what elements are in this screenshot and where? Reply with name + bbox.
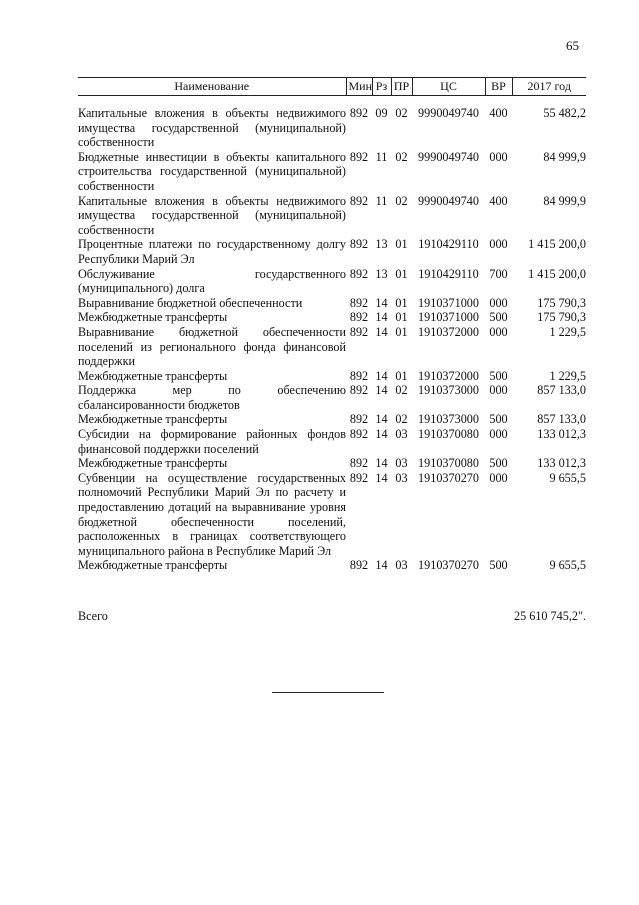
table-row: [78, 325, 586, 369]
row-rz: 14: [375, 295, 388, 310]
row-sum: 857 133,0: [537, 412, 586, 427]
row-rz: 14: [375, 383, 388, 398]
row-min: 892: [349, 412, 369, 427]
row-min: 892: [349, 237, 369, 252]
row-min: 892: [349, 310, 369, 325]
end-divider-line: [272, 692, 384, 693]
row-sum: 133 012,3: [537, 456, 586, 471]
row-rz: 13: [375, 237, 388, 252]
row-sum: 1 229,5: [549, 324, 586, 339]
row-name: Межбюджетные трансферты: [78, 558, 228, 573]
row-min: 892: [349, 368, 369, 383]
table-row: [78, 471, 586, 559]
row-cs: 1910370080: [418, 456, 479, 471]
row-vr: 400: [489, 193, 508, 208]
row-vr: 500: [489, 368, 508, 383]
row-vr: 500: [489, 310, 508, 325]
header-min: Мин: [346, 78, 372, 96]
row-min: 892: [349, 558, 369, 573]
budget-table: [78, 77, 586, 573]
row-name: Субвенции на осуществление государственных полномочий Республики Марий Эл по расчету и предоставлению дотаций на выравнивание уровня бюджетной обеспеченности поселений, расположенных в границах соответствующего муниципального района в Республике Марий Эл: [78, 470, 346, 558]
row-pr: 02: [395, 383, 408, 398]
table-row: [78, 310, 586, 325]
row-name: Капитальные вложения в объекты недвижимого имущества государственной (муниципальной) собственности: [78, 106, 346, 150]
row-rz: 14: [375, 470, 388, 485]
budget-table-container: [78, 77, 586, 573]
row-rz: 14: [375, 558, 388, 573]
table-row: [78, 237, 586, 266]
row-sum: 84 999,9: [543, 193, 586, 208]
row-pr: 01: [395, 310, 408, 325]
row-vr: 000: [489, 295, 508, 310]
row-name: Выравнивание бюджетной обеспеченности поселений из регионального фонда финансовой поддержки: [78, 324, 346, 369]
table-row: [78, 267, 586, 296]
total-value: 25 610 745,2".: [513, 609, 586, 623]
row-min: 892: [349, 456, 369, 471]
row-cs: 1910372000: [418, 368, 479, 383]
row-rz: 13: [375, 266, 388, 281]
table-row: [78, 383, 586, 412]
row-name: Выравнивание бюджетной обеспеченности: [78, 295, 303, 310]
row-cs: 1910370080: [418, 427, 479, 442]
header-rz: Рз: [372, 78, 391, 96]
row-name: Межбюджетные трансферты: [78, 456, 228, 471]
row-pr: 03: [395, 470, 408, 485]
row-cs: 9990049740: [418, 149, 479, 164]
row-min: 892: [349, 470, 369, 485]
table-header-row: [78, 78, 586, 96]
row-cs: 1910371000: [418, 295, 479, 310]
table-row: [78, 456, 586, 471]
row-name: Межбюджетные трансферты: [78, 412, 228, 427]
row-vr: 000: [489, 237, 508, 252]
row-min: 892: [349, 427, 369, 442]
row-min: 892: [349, 324, 369, 339]
row-name: Субсидии на формирование районных фондов финансовой поддержки поселений: [78, 427, 346, 456]
row-pr: 01: [395, 324, 408, 339]
row-pr: 03: [395, 427, 408, 442]
row-sum: 175 790,3: [537, 295, 586, 310]
row-sum: 1 229,5: [549, 368, 586, 383]
row-vr: 400: [489, 106, 508, 120]
row-name: Капитальные вложения в объекты недвижимого имущества государственной (муниципальной) собственности: [78, 193, 346, 237]
row-vr: 000: [489, 427, 508, 442]
header-cs: ЦС: [412, 78, 485, 96]
row-pr: 01: [395, 368, 408, 383]
row-sum: 84 999,9: [543, 149, 586, 164]
row-name: Обслуживание государственного (муниципального) долга: [78, 266, 346, 296]
row-pr: 01: [395, 237, 408, 252]
header-name: Наименование: [78, 78, 346, 96]
row-sum: 9 655,5: [549, 558, 586, 573]
header-pr: ПР: [391, 78, 412, 96]
row-rz: 14: [375, 368, 388, 383]
row-cs: 9990049740: [418, 193, 479, 208]
row-name: Межбюджетные трансферты: [78, 310, 228, 325]
row-cs: 1910373000: [418, 383, 479, 398]
row-min: 892: [349, 193, 369, 208]
row-cs: 9990049740: [418, 106, 479, 120]
row-pr: 03: [395, 456, 408, 471]
row-pr: 03: [395, 558, 408, 573]
row-cs: 1910370270: [418, 558, 479, 573]
header-year: 2017 год: [512, 78, 586, 96]
row-sum: 133 012,3: [537, 427, 586, 442]
table-row: [78, 412, 586, 427]
row-rz: 11: [375, 149, 388, 164]
row-min: 892: [349, 383, 369, 398]
row-name: Поддержка мер по обеспечению сбалансированности бюджетов: [78, 383, 346, 412]
row-rz: 14: [375, 427, 388, 442]
row-vr: 000: [489, 149, 508, 164]
table-row: [78, 427, 586, 456]
row-vr: 500: [489, 456, 508, 471]
row-sum: 175 790,3: [537, 310, 586, 325]
page-number: 65: [566, 38, 579, 53]
table-row: [78, 194, 586, 238]
header-vr: ВР: [485, 78, 512, 96]
row-sum: 857 133,0: [537, 383, 586, 398]
row-vr: 000: [489, 324, 508, 339]
row-sum: 1 415 200,0: [528, 266, 586, 281]
row-cs: 1910429110: [418, 237, 479, 252]
table-spacer: [78, 96, 586, 107]
row-cs: 1910372000: [418, 324, 479, 339]
row-cs: 1910370270: [418, 470, 479, 485]
row-pr: 02: [395, 412, 408, 427]
row-cs: 1910373000: [418, 412, 479, 427]
row-rz: 14: [375, 412, 388, 427]
row-vr: 000: [489, 383, 508, 398]
row-rz: 09: [375, 106, 388, 120]
row-pr: 01: [395, 266, 408, 281]
table-row: [78, 369, 586, 384]
row-rz: 14: [375, 456, 388, 471]
row-pr: 02: [395, 149, 408, 164]
row-name: Бюджетные инвестиции в объекты капитального строительства государственной (муниципальной) собственности: [78, 149, 346, 193]
row-name: Межбюджетные трансферты: [78, 368, 228, 383]
row-vr: 700: [489, 266, 508, 281]
row-cs: 1910429110: [418, 266, 479, 281]
table-row: [78, 296, 586, 311]
row-min: 892: [349, 266, 369, 281]
row-sum: 1 415 200,0: [528, 237, 586, 252]
row-pr: 02: [395, 106, 408, 120]
row-min: 892: [349, 106, 369, 120]
row-sum: 55 482,2: [543, 106, 586, 120]
row-min: 892: [349, 295, 369, 310]
table-row: [78, 558, 586, 573]
row-rz: 14: [375, 310, 388, 325]
row-cs: 1910371000: [418, 310, 479, 325]
row-rz: 14: [375, 324, 388, 339]
row-min: 892: [349, 149, 369, 164]
row-sum: 9 655,5: [549, 470, 586, 485]
total-label: Всего: [78, 609, 108, 623]
row-name: Процентные платежи по государственному долгу Республики Марий Эл: [78, 237, 346, 266]
table-row: [78, 106, 586, 150]
row-vr: 500: [489, 412, 508, 427]
row-pr: 02: [395, 193, 408, 208]
row-pr: 01: [395, 295, 408, 310]
row-rz: 11: [375, 193, 388, 208]
row-vr: 500: [489, 558, 508, 573]
table-row: [78, 150, 586, 194]
row-vr: 000: [489, 470, 508, 485]
